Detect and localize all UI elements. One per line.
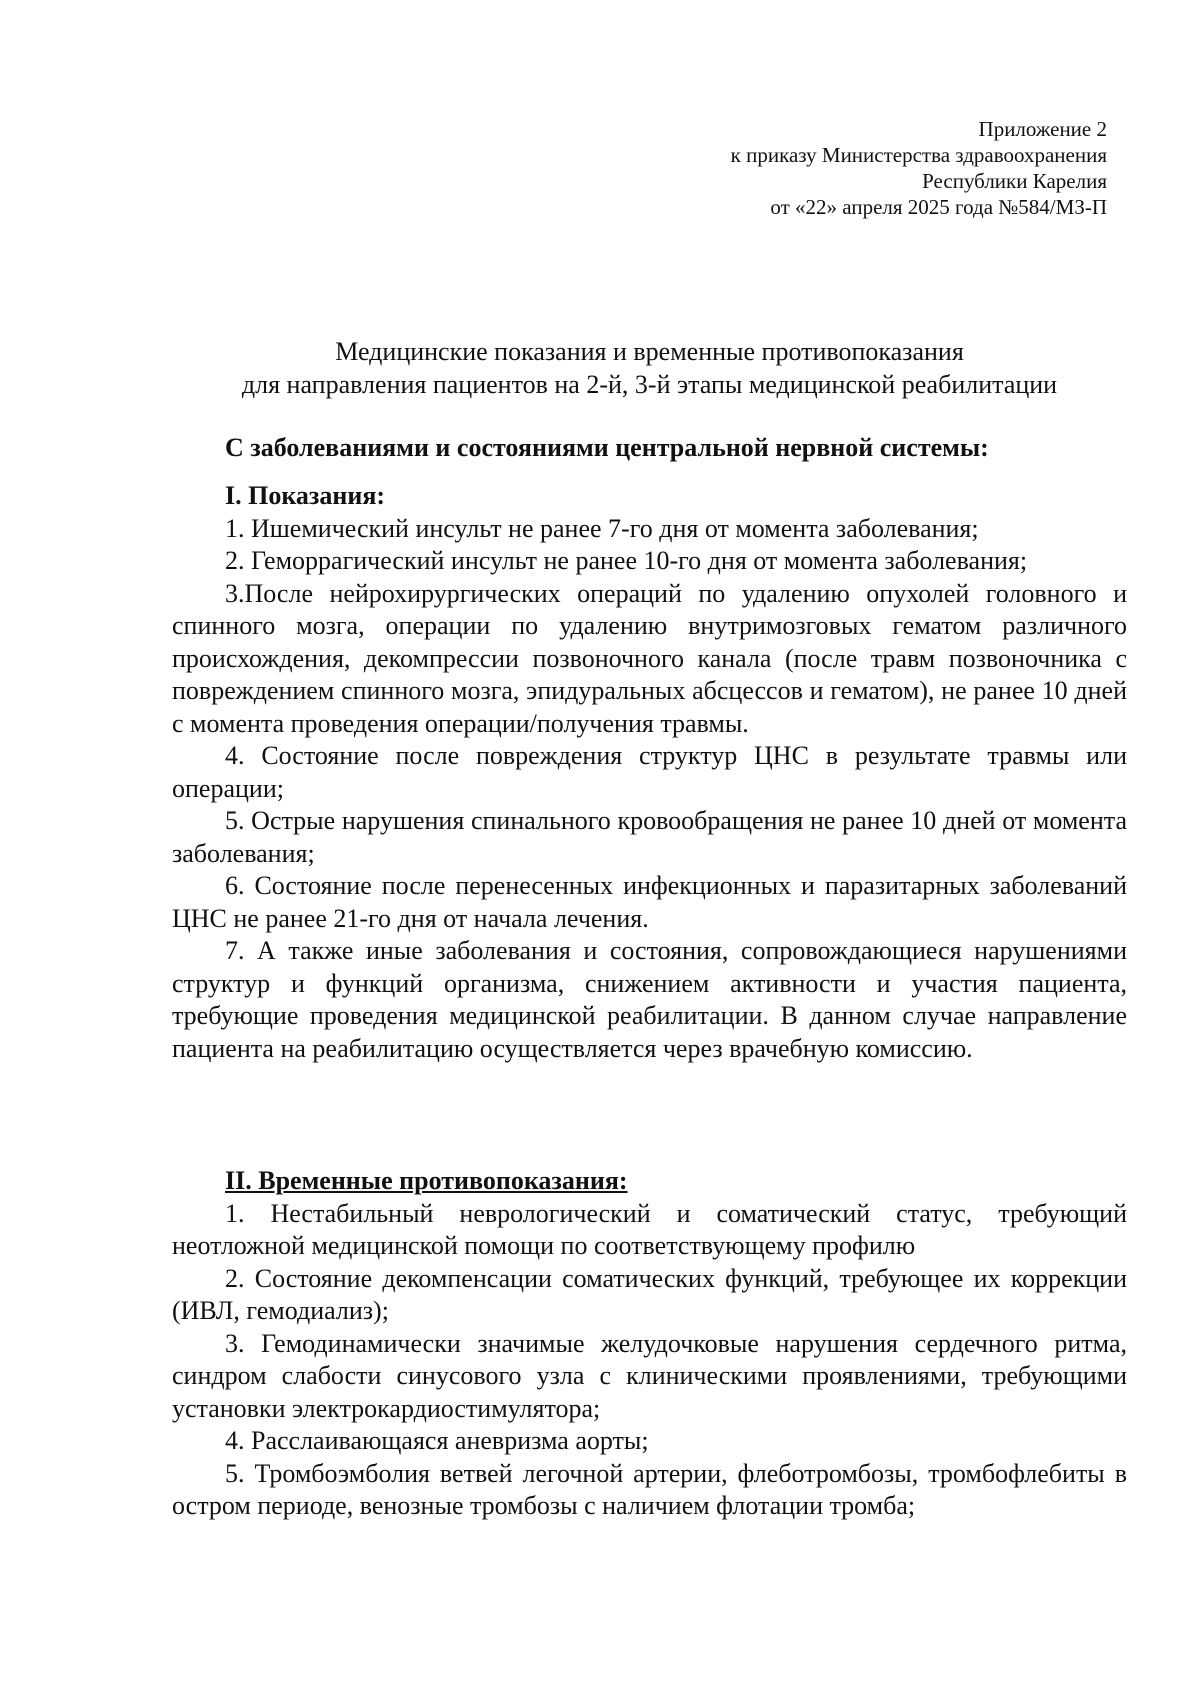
- contraindication-item-2: 2. Состояние декомпенсации соматических функций, требующее их коррекции (ИВЛ, гемодиализ);: [172, 1263, 1127, 1325]
- appendix-line-2: к приказу Министерства здравоохранения: [730, 143, 1107, 167]
- section-heading: С заболеваниями и состояниями центральной нервной системы:: [225, 433, 989, 462]
- indication-item-7: 7. А также иные заболевания и состояния, сопровождающиеся нарушениями структур и функций организма, снижением активности и участия пациента, требующие проведения медицинской реабилитации. В данном случае направление пациента на реабилитацию осуществляется через врачебную комиссию.: [172, 936, 1127, 1063]
- contraindication-item-3: 3. Гемодинамически значимые желудочковые нарушения сердечного ритма, синдром слабости синусового узла с клиническими проявлениями, требующими установки электрокардиостимулятора;: [172, 1328, 1127, 1423]
- appendix-line-4: от «22» апреля 2025 года №584/МЗ-П: [770, 195, 1107, 219]
- indication-item-2: 2. Геморрагический инсульт не ранее 10-го дня от момента заболевания;: [225, 546, 1028, 575]
- title-line-2: для направления пациентов на 2-й, 3-й этапы медицинской реабилитации: [241, 370, 1058, 399]
- indication-item-4: 4. Состояние после повреждения структур ЦНС в результате травмы или операции;: [172, 741, 1127, 803]
- contraindication-item-4: 4. Расслаивающаяся аневризма аорты;: [225, 1426, 649, 1455]
- document-title: [172, 335, 1127, 401]
- indication-item-6: 6. Состояние после перенесенных инфекционных и паразитарных заболеваний ЦНС не ранее 21-го дня от начала лечения.: [172, 871, 1127, 933]
- appendix-line-3: Республики Карелия: [922, 169, 1107, 193]
- indication-item-3: 3.После нейрохирургических операций по удалению опухолей головного и спинного мозга, операции по удалению внутримозговых гематом различного происхождения, декомпрессии позвоночного канала (после травм позвоночника с повреждением спинного мозга, эпидуральных абсцессов и гематом), не ранее 10 дней с момента проведения операции/получения травмы.: [172, 578, 1127, 738]
- appendix-line-1: Приложение 2: [978, 117, 1107, 141]
- contraindication-item-1: 1. Нестабильный неврологический и соматический статус, требующий неотложной медицинской помощи по соответствующему профилю: [172, 1198, 1127, 1260]
- title-line-1: Медицинские показания и временные противопоказания: [335, 337, 964, 366]
- indications-section: [172, 480, 1127, 1065]
- indication-item-1: 1. Ишемический инсульт не ранее 7-го дня от момента заболевания;: [225, 513, 979, 543]
- contraindication-item-5: 5. Тромбоэмболия ветвей легочной артерии, флеботромбозы, тромбофлебиты в остром периоде, венозные тромбозы с наличием флотации тромба;: [172, 1458, 1127, 1520]
- indication-item-5: 5. Острые нарушения спинального кровообращения не ранее 10 дней от момента заболевания;: [172, 806, 1127, 868]
- appendix-header: [731, 116, 1107, 220]
- contraindications-section: [172, 1165, 1127, 1523]
- contraindications-heading: II. Временные противопоказания:: [225, 1166, 628, 1195]
- indications-heading: I. Показания:: [225, 481, 386, 510]
